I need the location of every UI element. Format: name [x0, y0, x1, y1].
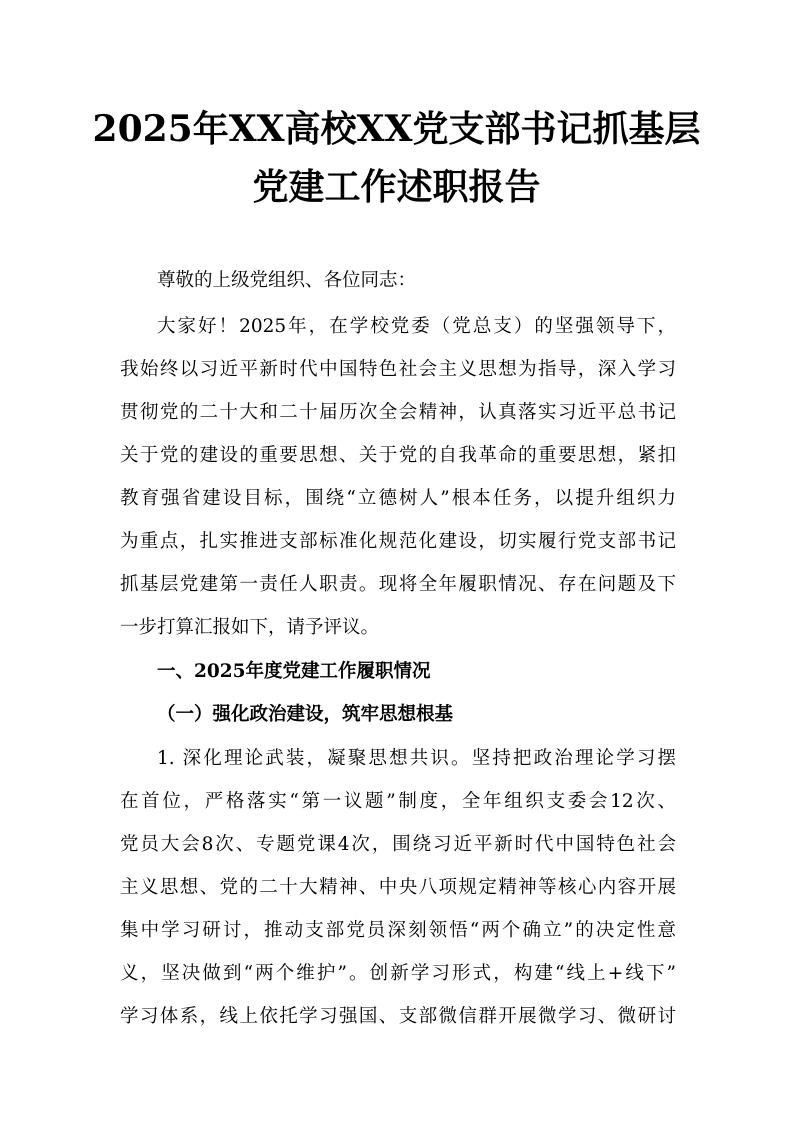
intro-line: 抓基层党建第一责任人职责。现将全年履职情况、存在问题及下: [120, 574, 676, 595]
intro-line: 关于党的建设的重要思想、关于党的自我革命的重要思想，紧扣: [120, 445, 676, 466]
paragraph-line: 主义思想、党的二十大精神、中央八项规定精神等核心内容开展: [120, 877, 676, 898]
document-title-line-1: 2025年XX高校XX党支部书记抓基层: [92, 108, 701, 150]
intro-line: 我始终以习近平新时代中国特色社会主义思想为指导，深入学习: [120, 359, 676, 380]
paragraph-line: 集中学习研讨，推动支部党员深刻领悟“两个确立”的决定性意: [120, 920, 676, 941]
intro-line: 贯彻党的二十大和二十届历次全会精神，认真落实习近平总书记: [120, 402, 676, 423]
section-heading: 一、2025年度党建工作履职情况: [157, 661, 431, 682]
salutation: 尊敬的上级党组织、各位同志：: [157, 270, 417, 291]
document-title-line-2: 党建工作述职报告: [252, 166, 541, 208]
paragraph-line: 1. 深化理论武装，凝聚思想共识。坚持把政治理论学习摆: [157, 748, 676, 769]
paragraph-line: 学习体系，线上依托学习强国、支部微信群开展微学习、微研讨: [120, 1006, 676, 1027]
intro-line: 大家好！2025年，在学校党委（党总支）的坚强领导下，: [157, 316, 676, 337]
intro-line: 教育强省建设目标，围绕“立德树人”根本任务，以提升组织力: [120, 488, 676, 509]
paragraph-line: 义，坚决做到“两个维护”。创新学习形式，构建“线上+线下”: [120, 963, 676, 984]
paragraph-line: 党员大会8次、专题党课4次，围绕习近平新时代中国特色社会: [120, 834, 676, 855]
intro-line: 为重点，扎实推进支部标准化规范化建设，切实履行党支部书记: [120, 531, 676, 552]
paragraph-line: 在首位，严格落实“第一议题”制度，全年组织支委会12次、: [120, 791, 676, 812]
subsection-heading: （一）强化政治建设，筑牢思想根基: [157, 704, 454, 725]
intro-line: 一步打算汇报如下，请予评议。: [120, 617, 380, 638]
